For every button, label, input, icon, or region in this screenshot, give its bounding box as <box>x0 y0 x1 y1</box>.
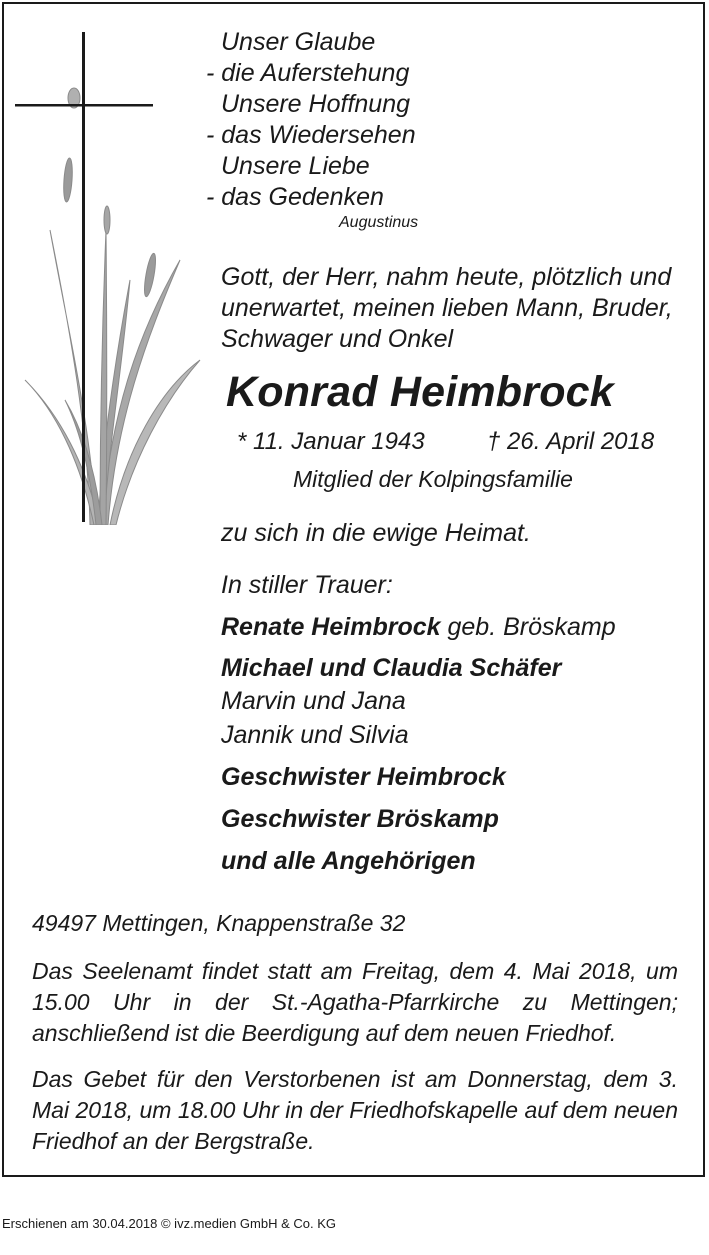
service-info: Das Seelenamt findet statt am Freitag, dem 4. Mai 2018, um 15.00 Uhr in der St.-Agatha-Pfarrkirche zu Mettingen; anschließend ist die Beerdigung auf dem neuen Friedhof. <box>32 958 678 1046</box>
quote-line-4: - das Wiedersehen <box>206 121 416 149</box>
wife-name: Renate Heimbrock <box>221 613 441 641</box>
quote-line-6: - das Gedenken <box>206 183 384 211</box>
mourner-family: Michael und Claudia Schäfer <box>221 654 562 682</box>
birth-date: * 11. Januar 1943 <box>237 428 425 455</box>
mourner-grandchildren-2: Jannik und Silvia <box>221 721 409 749</box>
quote-line-3: Unsere Hoffnung <box>221 90 411 118</box>
quote-author: Augustinus <box>339 214 419 231</box>
quote-line-1: Unser Glaube <box>221 28 376 56</box>
mourner-siblings-2: Geschwister Bröskamp <box>221 805 499 833</box>
quote-line-5: Unsere Liebe <box>221 152 370 180</box>
address: 49497 Mettingen, Knappenstraße 32 <box>32 910 406 936</box>
membership: Mitglied der Kolpingsfamilie <box>293 466 573 492</box>
death-date: † 26. April 2018 <box>487 428 655 455</box>
closing-line: zu sich in die ewige Heimat. <box>221 519 531 547</box>
mourner-relatives: und alle Angehörigen <box>221 847 476 875</box>
deceased-name: Konrad Heimbrock <box>226 368 614 416</box>
mourner-grandchildren-1: Marvin und Jana <box>221 687 406 715</box>
mourner-wife <box>221 612 616 643</box>
publication-footer: Erschienen am 30.04.2018 © ivz.medien GmbH & Co. KG <box>2 1216 337 1231</box>
quote-line-2: - die Auferstehung <box>206 59 410 87</box>
intro-line-1: Gott, der Herr, nahm heute, plötzlich und <box>221 263 672 291</box>
cross-grass-illustration <box>10 30 210 525</box>
intro-line-2: unerwartet, meinen lieben Mann, Bruder, <box>221 294 673 322</box>
intro-line-3: Schwager und Onkel <box>221 325 454 353</box>
mourners-heading: In stiller Trauer: <box>221 571 393 599</box>
mourner-siblings-1: Geschwister Heimbrock <box>221 763 506 791</box>
wife-maiden: geb. Bröskamp <box>447 613 616 641</box>
prayer-info: Das Gebet für den Verstorbenen ist am Donnerstag, dem 3. Mai 2018, um 18.00 Uhr in der Friedhofskapelle auf dem neuen Friedhof an der Bergstraße. <box>32 1066 678 1154</box>
